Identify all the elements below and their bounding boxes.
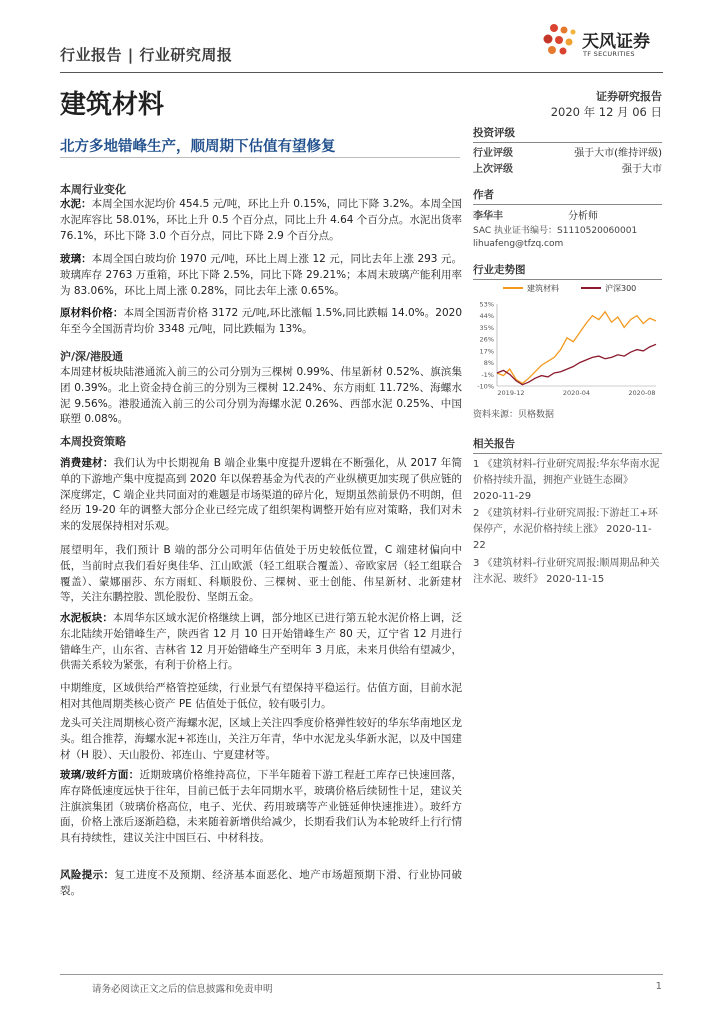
author-email[interactable]: lihuafeng@tfzq.com — [473, 239, 564, 249]
y-tick-label: 44% — [479, 312, 494, 321]
rating-header: 投资评级 — [473, 125, 662, 143]
y-tick-label: -1% — [481, 370, 494, 379]
legend-label: 沪深300 — [605, 284, 637, 293]
label-cement-sector: 水泥板块： — [60, 612, 113, 624]
rating-label: 行业评级 — [473, 148, 513, 159]
y-tick-label: 17% — [479, 347, 494, 356]
paragraph-stock-connect: 本周建材板块陆港通流入前三的公司分别为三棵树 0.99%、伟星新材 0.52%、旗滨集团 0.39%。北上资金持仓前三的分别为三棵树 12.24%、东方雨虹 11.72%、海螺水泥 9.56%。港股通流入前三的公司分别为海螺水泥 0.26%、西部水泥 0.25%、中国联塑 0.08%。 — [60, 366, 462, 426]
author-header: 作者 — [473, 187, 662, 205]
section-stock-connect: 沪/深/港股通 — [60, 350, 124, 363]
label-glass: 玻璃： — [60, 253, 92, 265]
paragraph-leaders: 龙头可关注周期核心资产海螺水泥，区域上关注四季度价格弹性较好的华东华南地区龙头。组合推荐，海螺水泥+祁连山，关注万年青，华中水泥龙头华新水泥，以及中国建材（H 股）、天山股份、祁连山、宁夏建材等。 — [60, 717, 462, 761]
series-line — [497, 312, 656, 384]
rating-value: 强于大市(维持评级) — [574, 148, 662, 159]
paragraph-glass — [60, 252, 462, 299]
text-raw-materials: 本周全国沥青价格 3172 元/吨,环比涨幅 1.5%,同比跌幅 14.0%。2020 年至今全国沥青均价 3348 元/吨，同比跌幅为 13%。 — [60, 307, 462, 335]
author-row — [473, 209, 662, 225]
report-category: 行业报告 | 行业研究周报 — [60, 46, 233, 64]
paragraph-glass-fiber — [60, 768, 462, 847]
series-line — [497, 344, 656, 384]
x-tick-label: 2020-04 — [562, 389, 591, 397]
paragraph-raw-materials — [60, 306, 462, 338]
tf-logo-icon — [540, 18, 582, 64]
paragraph-consumer-materials — [60, 456, 462, 535]
label-consumer-materials: 消费建材： — [60, 457, 114, 469]
author-role: 分析师 — [568, 211, 598, 222]
rating-row — [473, 146, 662, 162]
report-type: 证券研究报告 — [596, 90, 662, 103]
paragraph-midterm: 中期维度，区域供给严格管控延续，行业景气有望保持平稳运行。估值方面，目前水泥相对其他周期类核心资产 PE 估值处于低位，较有吸引力。 — [60, 682, 462, 710]
section-weekly-change: 本周行业变化 — [60, 183, 126, 196]
text-cement-sector: 本周华东区域水泥价格继续上调，部分地区已进行第五轮水泥价格上调，泛东北陆续开始错峰生产，陕西省 12 月 10 日开始错峰生产 80 天，辽宁省 12 月进行错峰生产，山东省、吉林省 12 月开始错峰生产至明年 3 月底，未来月供给有望减少，供需关系较为紧张，有利于价格上行。 — [60, 612, 462, 672]
x-tick-label: 2019-12 — [497, 389, 525, 397]
report-title: 北方多地错峰生产，顺周期下估值有望修复 — [60, 139, 336, 155]
industry-name: 建筑材料 — [60, 90, 165, 120]
trend-header: 行业走势图 — [473, 262, 662, 280]
author-block — [473, 187, 662, 251]
author-name: 李华丰 — [473, 211, 503, 222]
y-tick-label: 26% — [479, 335, 494, 344]
text-glass-fiber: 近期玻璃价格维持高位，下半年随着下游工程赶工库存已快速回落，库存降低速度远快于往年，目前已低于去年同期水平，玻璃价格后续韧性十足，建议关注旗滨集团（玻璃价格高位，电子、光伏、药用玻璃等产业链延伸快速推进）。玻纤方面，价格上涨后逐渐趋稳，未来随着新增供给减少，长期看我们认为本轮玻纤上行行情具有持续性，建议关注中国巨石、中材科技。 — [60, 769, 463, 845]
prev-rating-label: 上次评级 — [473, 164, 513, 175]
paragraph-risk — [60, 868, 462, 900]
text-consumer-materials: 我们认为中长期视角 B 端企业集中度提升逻辑在不断强化，从 2017 年简单的下游地产集中度提高到 2020 年以保碧基金为代表的产业纵横更加实现了供应链的深度绑定，C 端企业共同面对的难题是市场渠道的碎片化，短期虽然前景仍不明朗，但经历 19-20 年的调整大部分企业已经完成了组织架构调整开始有应对策略，我们对未来的发展保持相对乐观。 — [60, 457, 463, 533]
report-date: 2020 年 12 月 06 日 — [550, 105, 662, 119]
section-strategy: 本周投资策略 — [60, 435, 126, 448]
y-tick-label: 8% — [483, 359, 494, 368]
paragraph-outlook: 展望明年，我们预计 B 端的部分公司明年估值处于历史较低位置，C 端建材偏向中低，当前时点我们看好奥佳华、江山欧派（轻工组联合覆盖）、帝欧家居（轻工组联合覆盖）、蒙娜丽莎、东方雨虹、科顺股份、三棵树、亚士创能、伟星新材、北新建材等，关注东鹏控股、凯伦股份、坚朗五金。 — [60, 544, 462, 604]
footer-disclaimer: 请务必阅读正文之后的信息披露和免责申明 — [92, 984, 273, 995]
related-report[interactable]: 2 《建筑材料-行业研究周报:下游赶工+环保停产，水泥价格持续上涨》 2020-11-22 — [473, 508, 658, 551]
label-risk: 风险提示： — [60, 869, 115, 881]
title-divider — [60, 157, 460, 158]
paragraph-cement — [60, 197, 462, 244]
x-tick-label: 2020-08 — [628, 389, 656, 397]
legend-label: 建筑材料 — [527, 284, 559, 293]
paragraph-cement-sector — [60, 611, 462, 674]
trend-chart — [473, 280, 662, 400]
chart-source: 资料来源：贝格数据 — [473, 410, 555, 420]
logo-subtitle: TF SECURITIES — [583, 50, 635, 58]
y-tick-label: 53% — [479, 300, 494, 309]
author-cert: SAC 执业证书编号：S1110520060001 — [473, 226, 638, 236]
related-block — [473, 436, 662, 587]
header-divider — [60, 72, 663, 73]
related-report[interactable]: 3 《建筑材料-行业研究周报:顺周期品种关注水泥、玻纤》 2020-11-15 — [473, 557, 660, 585]
y-tick-label: 35% — [479, 323, 494, 332]
label-raw-materials: 原材料价格： — [60, 307, 124, 319]
related-header: 相关报告 — [473, 436, 662, 454]
text-glass: 本周全国白玻均价 1970 元/吨，环比上周上涨 12 元，同比去年上涨 293 元。玻璃库存 2763 万重箱，环比下降 2.5%，同比下降 29.21%；本周末玻璃产能利用率为 83.06%，环比上周上涨 0.28%，同比去年上涨 0.65%。 — [60, 253, 463, 297]
prev-rating-value: 强于大市 — [622, 164, 662, 175]
label-glass-fiber: 玻璃/玻纤方面： — [60, 769, 140, 781]
label-cement: 水泥： — [60, 198, 92, 210]
rating-block — [473, 125, 662, 178]
prev-rating-row — [473, 162, 662, 178]
page-number: 1 — [655, 981, 662, 992]
text-risk: 复工进度不及预期、经济基本面恶化、地产市场超预期下滑、行业协同破裂。 — [60, 869, 462, 897]
trend-block — [473, 262, 662, 280]
logo-name: 天风证券 — [582, 32, 650, 52]
related-report[interactable]: 1 《建筑材料-行业研究周报:华东华南水泥价格持续升温，拥抱产业链生态圈》 2020-11-29 — [473, 459, 660, 502]
y-tick-label: -10% — [477, 382, 494, 391]
footer-divider — [60, 974, 663, 975]
text-cement: 本周全国水泥均价 454.5 元/吨，环比上升 0.15%，同比下降 3.2%。本周全国水泥库容比 58.01%，环比上升 0.5 个百分点，同比上升 4.64 个百分点。水泥出货率 76.1%，环比下降 3.0 个百分点，同比下降 2.9 个百分点。 — [60, 198, 462, 242]
